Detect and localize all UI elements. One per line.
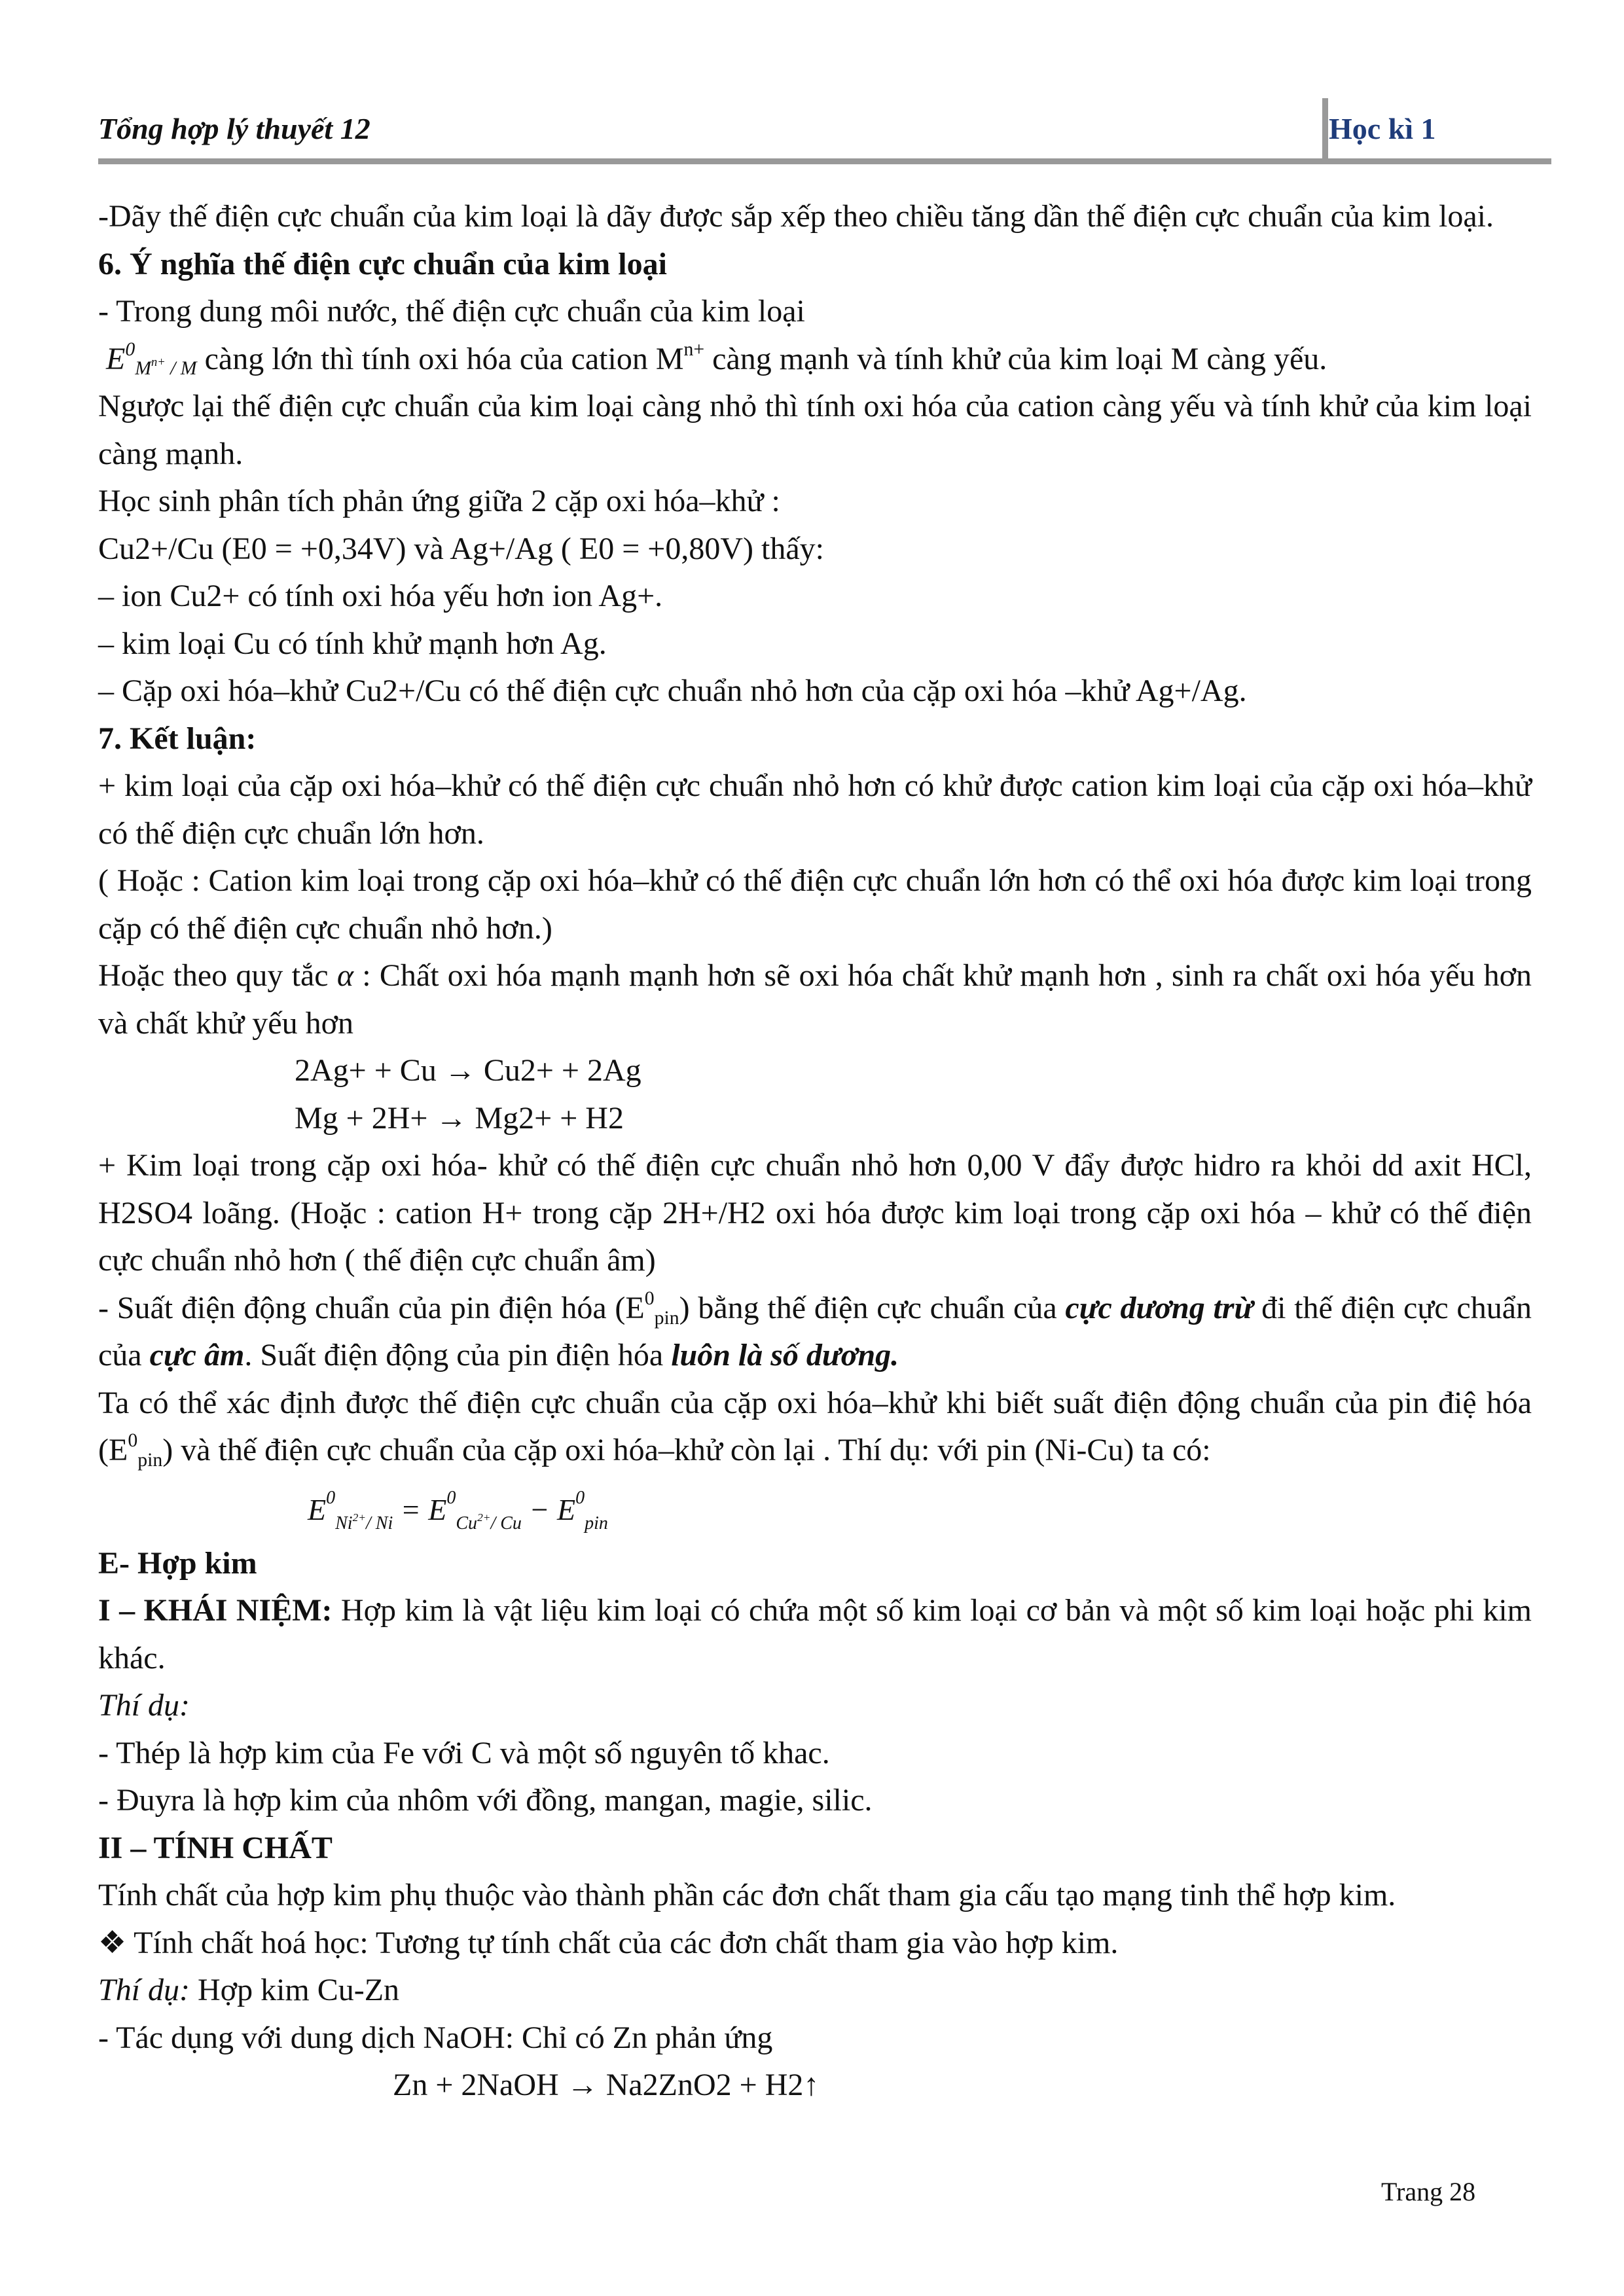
text-line: + Kim loại trong cặp oxi hóa- khử có thế điện cực chuẩn nhỏ hơn 0,00 V đẩy được hidro ra khỏi dd axit HCl, H2SO4 loãng. (Hoặc : cation H+ trong cặp 2H+/H2 oxi hóa được kim loại trong cặp oxi hóa – khử có thế điện cực chuẩn nhỏ hơn ( thế điện cực chuẩn âm) — [98, 1148, 1532, 1278]
text-line: Thí dụ: Hợp kim Cu-Zn — [98, 1973, 400, 2007]
text-line: ❖ Tính chất hoá học: Tương tự tính chất của các đơn chất tham gia vào hợp kim. — [98, 1925, 1119, 1960]
text-line: Ngược lại thế điện cực chuẩn của kim loại càng nhỏ thì tính oxi hóa của cation càng yếu và tính khử của kim loại càng mạnh. — [98, 389, 1532, 471]
text-line: - Đuyra là hợp kim của nhôm với đồng, mangan, magie, silic. — [98, 1783, 873, 1818]
example-label: Thí dụ: — [98, 1688, 190, 1723]
equation: Mg + 2H+ → Mg2+ + H2 — [295, 1100, 624, 1136]
section-heading-6: 6. Ý nghĩa thế điện cực chuẩn của kim loại — [98, 246, 667, 281]
header-rule — [98, 158, 1551, 164]
equation: 2Ag+ + Cu → Cu2+ + 2Ag — [295, 1053, 641, 1088]
text-line: – kim loại Cu có tính khử mạnh hơn Ag. — [98, 626, 607, 661]
text-line: – ion Cu2+ có tính oxi hóa yếu hơn ion Ag+. — [98, 579, 663, 613]
section-heading-II: II – TÍNH CHẤT — [98, 1830, 333, 1865]
text-line: - Tác dụng với dung dịch NaOH: Chỉ có Zn phản ứng — [98, 2020, 773, 2055]
potential-symbol: $E^0_{M^{n+} / M}$ — [106, 338, 197, 380]
semester-label: Học kì 1 — [1329, 112, 1436, 145]
text-line: + kim loại của cặp oxi hóa–khử có thế điện cực chuẩn nhỏ hơn có khử được cation kim loại của cặp oxi hóa–khử có thế điện cực chuẩn lớn hơn. — [98, 768, 1532, 851]
text-line: – Cặp oxi hóa–khử Cu2+/Cu có thế điện cực chuẩn nhỏ hơn của cặp oxi hóa –khử Ag+/Ag. — [98, 673, 1247, 708]
text-line: Ta có thể xác định được thế điện cực chuẩn của cặp oxi hóa–khử khi biết suất điện động chuẩn của pin điệ hóa $(E^0_{pin})$ và thế điện cực chuẩn của cặp oxi hóa–khử còn lại . Thí dụ: với pin (Ni-Cu) ta có: — [98, 1385, 1532, 1471]
text-line: Hoặc theo quy tắc α : Chất oxi hóa mạnh mạnh hơn sẽ oxi hóa chất khử mạnh hơn , sinh ra chất oxi hóa yếu hơn và chất khử yếu hơn — [98, 958, 1532, 1041]
text-line: Cu2+/Cu (E0 = +0,34V) và Ag+/Ag ( E0 = +0,80V) thấy: — [98, 531, 824, 566]
section-heading-7: 7. Kết luận: — [98, 721, 257, 756]
formula-ni-cu: $E^0_{Ni^{2+}/ Ni} = E^0_{Cu^{2+}/ Cu} - E^0_{pin}$ — [308, 1487, 608, 1534]
text-line: Học sinh phân tích phản ứng giữa 2 cặp oxi hóa–khử : — [98, 484, 780, 518]
text-line: I – KHÁI NIỆM: Hợp kim là vật liệu kim loại có chứa một số kim loại cơ bản và một số kim loại hoặc phi kim khác. — [98, 1593, 1532, 1676]
header-divider — [1322, 98, 1328, 160]
text-line: $E^0_{M^{n+} / M}$ càng lớn thì tính oxi hóa của cation $M^{n+}$ càng mạnh và tính khử của kim loại M càng yếu. — [98, 336, 1532, 384]
text-line: Tính chất của hợp kim phụ thuộc vào thành phần các đơn chất tham gia cấu tạo mạng tinh thể hợp kim. — [98, 1878, 1396, 1912]
text-line: - Suất điện động chuẩn của pin điện hóa $(E^0_{pin})$ bằng thế điện cực chuẩn của cực dương trừ đi thế điện cực chuẩn của cực âm. Suất điện động của pin điện hóa luôn là số dương. — [98, 1287, 1532, 1372]
page-body — [98, 193, 1532, 2109]
page-number: Trang 28 — [1381, 2177, 1476, 2206]
document-title: Tổng hợp lý thuyết 12 — [98, 112, 370, 145]
equation: Zn + 2NaOH → Na2ZnO2 + H2↑ — [393, 2068, 820, 2102]
text-line: - Trong dung môi nước, thế điện cực chuẩn của kim loại — [98, 294, 805, 329]
page-header — [98, 98, 1545, 164]
text-line: -Dãy thế điện cực chuẩn của kim loại là dãy được sắp xếp theo chiều tăng dần thế điện cực chuẩn của kim loại. — [98, 199, 1494, 234]
text-line: ( Hoặc : Cation kim loại trong cặp oxi hóa–khử có thế điện cực chuẩn lớn hơn có thể oxi hóa được kim loại trong cặp có thế điện cực chuẩn nhỏ hơn.) — [98, 863, 1532, 946]
text-line: - Thép là hợp kim của Fe với C và một số nguyên tố khac. — [98, 1735, 830, 1770]
section-heading-E: E- Hợp kim — [98, 1545, 257, 1581]
